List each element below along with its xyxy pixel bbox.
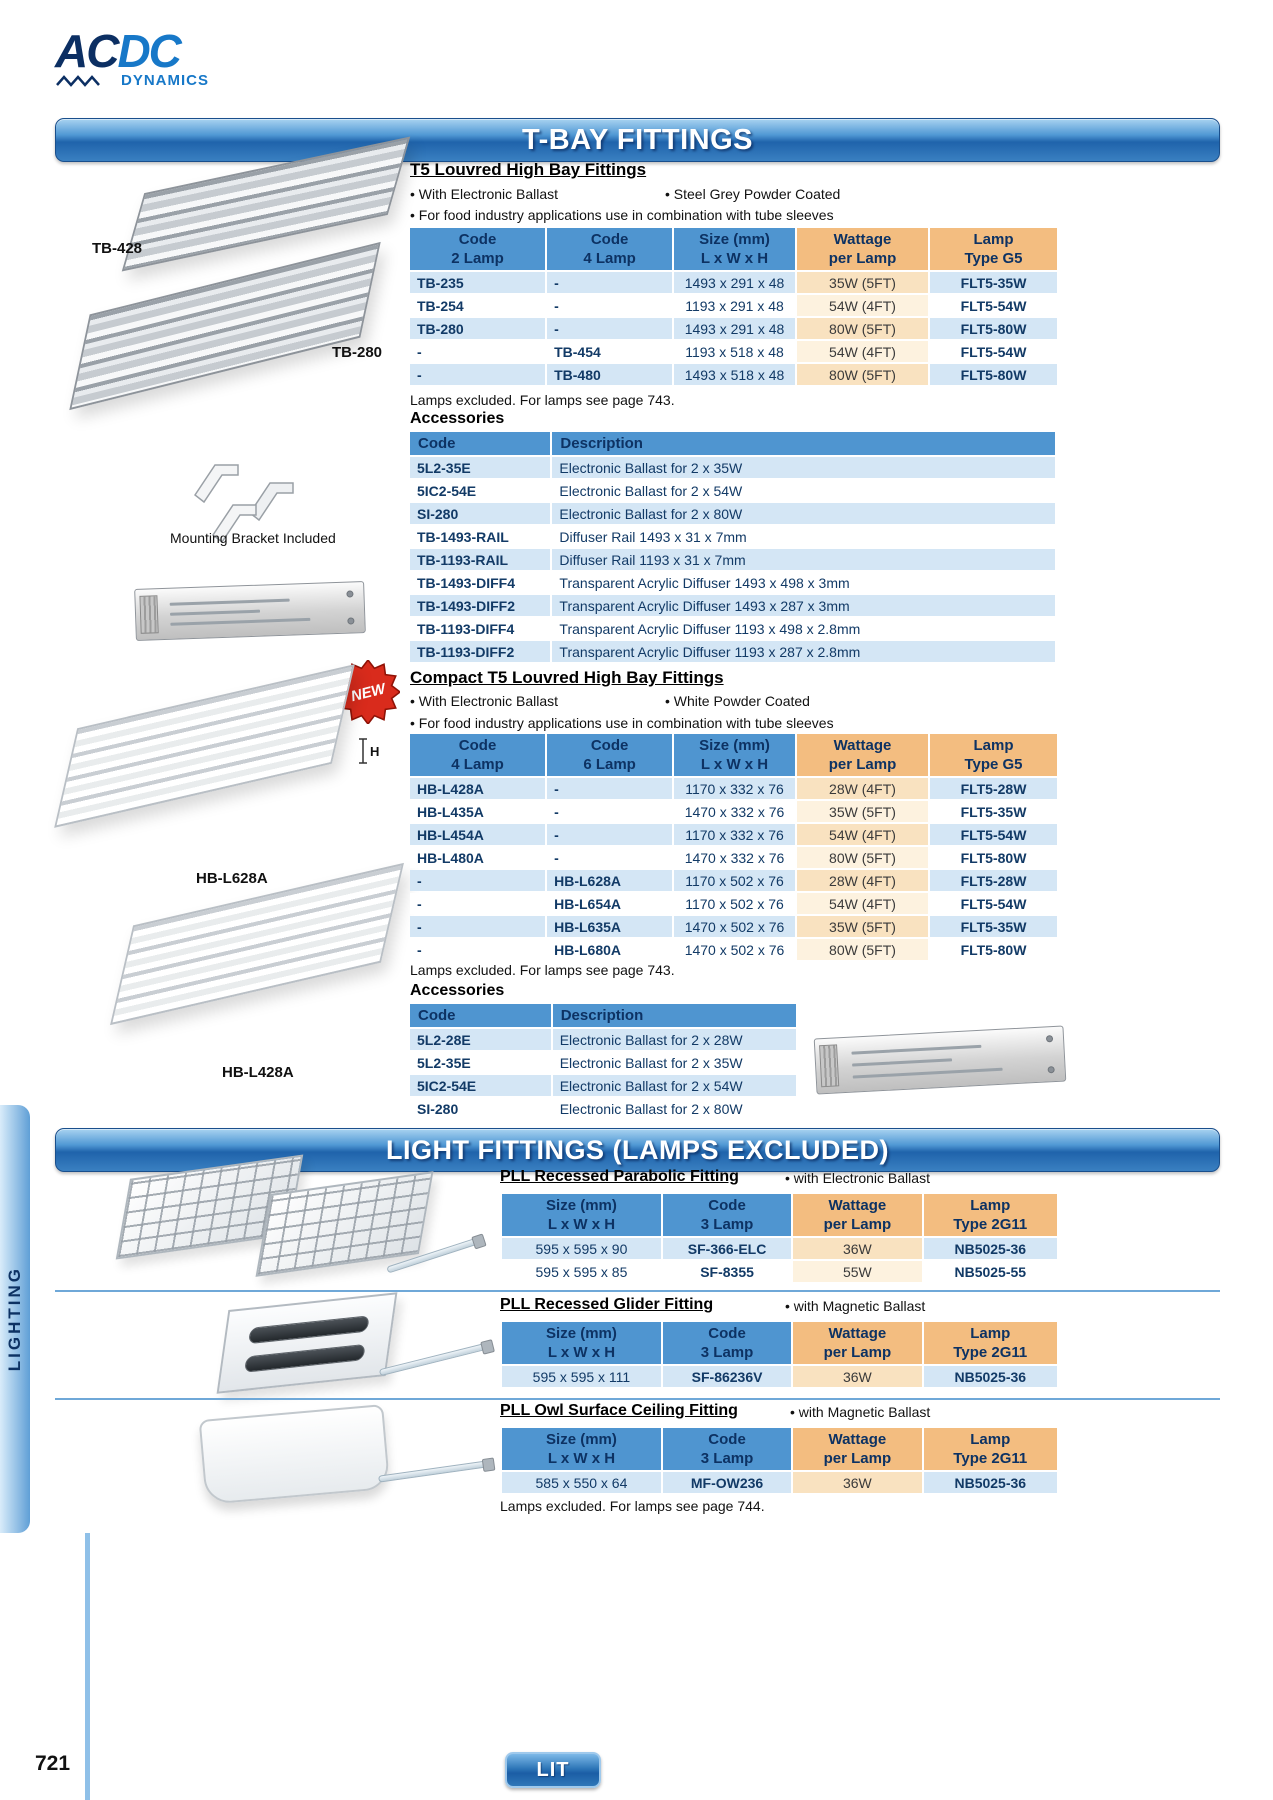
lighting-category-tab xyxy=(0,1105,30,1533)
section1-bullet-3: • For food industry applications use in combination with tube sleeves xyxy=(410,207,834,223)
table-cell: 5L2-35E xyxy=(410,457,550,478)
table-cell: NB5025-36 xyxy=(924,1238,1057,1259)
table-cell: 28W (4FT) xyxy=(797,870,928,891)
light-fittings-banner-title: LIGHT FITTINGS (LAMPS EXCLUDED) xyxy=(386,1134,889,1165)
table-cell: SF-8355 xyxy=(663,1261,791,1282)
table-cell: HB-L654A xyxy=(547,893,672,914)
table-cell: HB-L635A xyxy=(547,916,672,937)
logo-dynamics-text: DYNAMICS xyxy=(121,72,210,89)
col-header-description: Description xyxy=(552,432,1055,455)
table-cell: HB-L454A xyxy=(410,824,545,845)
table-cell: Electronic Ballast for 2 x 54W xyxy=(553,1075,796,1096)
table-row xyxy=(502,1238,1057,1259)
section-divider xyxy=(55,1398,1220,1400)
table-cell: 28W (4FT) xyxy=(797,778,928,799)
table-row xyxy=(410,526,1055,547)
col-header-lamp-type: Lamp Type 2G11 xyxy=(924,1194,1057,1236)
section1-bullet-2: • Steel Grey Powder Coated xyxy=(665,186,841,202)
table-cell: 1193 x 291 x 48 xyxy=(674,295,795,316)
col-header-lamp-type: Lamp Type G5 xyxy=(930,228,1057,270)
col-header-wattage: Wattage per Lamp xyxy=(793,1194,921,1236)
pll-lamp-base xyxy=(482,1457,496,1472)
table-cell: 1193 x 518 x 48 xyxy=(674,341,795,362)
logo-ac-text: AC xyxy=(55,25,118,77)
section1-accessories-title: Accessories xyxy=(410,410,505,427)
table-cell: TB-235 xyxy=(410,272,545,293)
table-cell: - xyxy=(410,939,545,960)
col-header-lamp-type: Lamp Type G5 xyxy=(930,734,1057,776)
table-cell: Transparent Acrylic Diffuser 1193 x 498 x 2.8mm xyxy=(552,618,1055,639)
col-header-size: Size (mm) L x W x H xyxy=(674,734,795,776)
table-cell: HB-L428A xyxy=(410,778,545,799)
table-cell: FLT5-35W xyxy=(930,272,1057,293)
tb428-label: TB-428 xyxy=(92,240,143,257)
pll1-bullet: • with Electronic Ballast xyxy=(785,1170,930,1186)
ballast-image-2 xyxy=(814,1025,1067,1094)
table-cell: TB-1193-DIFF2 xyxy=(410,641,550,662)
table-cell: 80W (5FT) xyxy=(797,847,928,868)
table-row xyxy=(410,939,1057,960)
table-cell: NB5025-36 xyxy=(924,1472,1057,1493)
logo-dc-text: DC xyxy=(117,25,180,77)
table-cell: 1470 x 332 x 76 xyxy=(674,847,795,868)
table-cell: FLT5-80W xyxy=(930,318,1057,339)
section2-bullet-1: • With Electronic Ballast xyxy=(410,693,559,709)
table-cell: TB-254 xyxy=(410,295,545,316)
table-row xyxy=(410,893,1057,914)
table-row xyxy=(502,1366,1057,1387)
table-header-row xyxy=(502,1322,1057,1364)
table-row xyxy=(502,1261,1057,1282)
logo-zigzag-icon xyxy=(55,74,115,88)
table-cell: FLT5-35W xyxy=(930,916,1057,937)
hbl428a-label: HB-L428A xyxy=(222,1064,294,1081)
table-cell: 1470 x 332 x 76 xyxy=(674,801,795,822)
table-cell: TB-280 xyxy=(410,318,545,339)
tb280-label: TB-280 xyxy=(332,344,383,361)
table-cell: 585 x 550 x 64 xyxy=(502,1472,661,1493)
table-cell: FLT5-80W xyxy=(930,364,1057,385)
table-cell: Diffuser Rail 1493 x 31 x 7mm xyxy=(552,526,1055,547)
section1-bullet-1: • With Electronic Ballast xyxy=(410,186,559,202)
table-cell: 55W xyxy=(793,1261,921,1282)
table-cell: Electronic Ballast for 2 x 35W xyxy=(553,1052,796,1073)
table-cell: FLT5-35W xyxy=(930,801,1057,822)
table-cell: MF-OW236 xyxy=(663,1472,791,1493)
table-cell: 54W (4FT) xyxy=(797,893,928,914)
table-cell: 5L2-28E xyxy=(410,1029,551,1050)
bracket-caption: Mounting Bracket Included xyxy=(170,530,336,546)
table-row xyxy=(410,272,1057,293)
table-cell: 36W xyxy=(793,1472,921,1493)
ballast-hole xyxy=(1046,1035,1053,1042)
acdc-logo xyxy=(55,24,255,89)
table-cell: Diffuser Rail 1193 x 31 x 7mm xyxy=(552,549,1055,570)
table-cell: Transparent Acrylic Diffuser 1493 x 287 x 3mm xyxy=(552,595,1055,616)
col-header-wattage: Wattage per Lamp xyxy=(793,1428,921,1470)
table-row xyxy=(410,870,1057,891)
table-row xyxy=(410,801,1057,822)
table-cell: 5IC2-54E xyxy=(410,1075,551,1096)
pll2-bullet: • with Magnetic Ballast xyxy=(785,1298,926,1314)
table-cell: 35W (5FT) xyxy=(797,272,928,293)
hbl628a-product-image xyxy=(54,664,355,828)
table-row xyxy=(502,1472,1057,1493)
table-row xyxy=(410,457,1055,478)
pll3-bullet: • with Magnetic Ballast xyxy=(790,1404,931,1420)
table-cell: Transparent Acrylic Diffuser 1493 x 498 x 3mm xyxy=(552,572,1055,593)
table-cell: SI-280 xyxy=(410,1098,551,1119)
table-row xyxy=(410,364,1057,385)
table-header-row xyxy=(410,1004,796,1027)
table-cell: - xyxy=(410,341,545,362)
table-row xyxy=(410,916,1057,937)
table-cell: 80W (5FT) xyxy=(797,318,928,339)
ballast-print-line xyxy=(851,1045,981,1055)
section2-title: Compact T5 Louvred High Bay Fittings xyxy=(410,668,724,687)
table-cell: SI-280 xyxy=(410,503,550,524)
pll3-title: PLL Owl Surface Ceiling Fitting xyxy=(500,1402,738,1419)
col-header-size: Size (mm) L x W x H xyxy=(674,228,795,270)
table-cell: 595 x 595 x 90 xyxy=(502,1238,661,1259)
pll2-table xyxy=(500,1320,1059,1389)
table-header-row xyxy=(410,432,1055,455)
table-cell: HB-L435A xyxy=(410,801,545,822)
col-header-code: Code xyxy=(410,1004,551,1027)
table-cell: - xyxy=(547,824,672,845)
page-number: 721 xyxy=(35,1752,71,1775)
table-cell: 36W xyxy=(793,1238,921,1259)
table-cell: FLT5-54W xyxy=(930,824,1057,845)
table-cell: 1470 x 502 x 76 xyxy=(674,939,795,960)
table-cell: HB-L680A xyxy=(547,939,672,960)
table-cell: FLT5-54W xyxy=(930,893,1057,914)
table-row xyxy=(410,595,1055,616)
table-cell: 35W (5FT) xyxy=(797,916,928,937)
table-cell: TB-1493-DIFF2 xyxy=(410,595,550,616)
col-header-lamp-type: Lamp Type 2G11 xyxy=(924,1428,1057,1470)
table-row xyxy=(410,824,1057,845)
ballast-terminal xyxy=(819,1044,839,1087)
ballast-terminal xyxy=(139,595,158,634)
table-header-row xyxy=(410,734,1057,776)
table-cell: FLT5-54W xyxy=(930,295,1057,316)
table-header-row xyxy=(502,1428,1057,1470)
ballast-print-line xyxy=(170,599,290,606)
col-header-wattage: Wattage per Lamp xyxy=(793,1322,921,1364)
col-header-description: Description xyxy=(553,1004,796,1027)
table-cell: Electronic Ballast for 2 x 80W xyxy=(553,1098,796,1119)
tbay-banner-title: T-BAY FITTINGS xyxy=(522,123,753,156)
margin-rule xyxy=(85,1533,90,1800)
compact-accessories-table xyxy=(408,1002,798,1121)
ballast-print-line xyxy=(170,618,310,626)
col-header-code: Code xyxy=(410,432,550,455)
table-cell: - xyxy=(547,272,672,293)
table-cell: Electronic Ballast for 2 x 80W xyxy=(552,503,1055,524)
table-row xyxy=(410,1098,796,1119)
table-cell: 1493 x 291 x 48 xyxy=(674,318,795,339)
table-cell: 1170 x 332 x 76 xyxy=(674,824,795,845)
ballast-hole xyxy=(1047,1066,1054,1073)
col-header-code-3lamp: Code 3 Lamp xyxy=(663,1428,791,1470)
table-cell: 54W (4FT) xyxy=(797,295,928,316)
pll3-table xyxy=(500,1426,1059,1495)
pll-lamp-tube xyxy=(378,1460,488,1482)
table-cell: NB5025-55 xyxy=(924,1261,1057,1282)
hbl628a-label: HB-L628A xyxy=(196,870,268,887)
table-cell: 36W xyxy=(793,1366,921,1387)
table-cell: 1470 x 502 x 76 xyxy=(674,916,795,937)
new-badge-text: NEW xyxy=(349,680,388,706)
table-cell: SF-366-ELC xyxy=(663,1238,791,1259)
table-cell: NB5025-36 xyxy=(924,1366,1057,1387)
table-cell: Electronic Ballast for 2 x 35W xyxy=(552,457,1055,478)
section2-lamps-note: Lamps excluded. For lamps see page 743. xyxy=(410,962,675,978)
ballast-print-line xyxy=(170,610,260,616)
table-cell: TB-1193-RAIL xyxy=(410,549,550,570)
lit-section-tab xyxy=(505,1752,601,1788)
section2-bullet-3: • For food industry applications use in combination with tube sleeves xyxy=(410,715,834,731)
table-cell: 1170 x 502 x 76 xyxy=(674,870,795,891)
table-cell: - xyxy=(410,870,545,891)
table-cell: 1170 x 502 x 76 xyxy=(674,893,795,914)
pll-lamp-base xyxy=(480,1339,495,1355)
t5-accessories-table xyxy=(408,430,1057,664)
table-row xyxy=(410,1075,796,1096)
table-cell: - xyxy=(547,847,672,868)
table-cell: Electronic Ballast for 2 x 28W xyxy=(553,1029,796,1050)
table-row xyxy=(410,778,1057,799)
table-cell: FLT5-28W xyxy=(930,778,1057,799)
table-header-row xyxy=(502,1194,1057,1236)
height-dimension-marker xyxy=(358,736,384,766)
table-cell: 1493 x 291 x 48 xyxy=(674,272,795,293)
table-cell: - xyxy=(410,916,545,937)
table-cell: 595 x 595 x 111 xyxy=(502,1366,661,1387)
height-dimension-label: H xyxy=(370,744,380,759)
table-cell: Electronic Ballast for 2 x 54W xyxy=(552,480,1055,501)
pll3-lamps-note: Lamps excluded. For lamps see page 744. xyxy=(500,1498,765,1514)
col-header-code-3lamp: Code 3 Lamp xyxy=(663,1194,791,1236)
ballast-hole xyxy=(347,617,354,624)
glider-lamp-slot xyxy=(248,1315,369,1344)
col-header-size: Size (mm) L x W x H xyxy=(502,1322,661,1364)
ballast-image-1 xyxy=(134,581,366,641)
table-cell: TB-1493-RAIL xyxy=(410,526,550,547)
table-row xyxy=(410,1029,796,1050)
pll-lamp-tube xyxy=(379,1343,487,1376)
col-header-wattage: Wattage per Lamp xyxy=(797,734,928,776)
table-cell: FLT5-28W xyxy=(930,870,1057,891)
table-cell: SF-86236V xyxy=(663,1366,791,1387)
table-row xyxy=(410,1052,796,1073)
table-cell: 80W (5FT) xyxy=(797,364,928,385)
owl-fitting-image xyxy=(199,1404,391,1505)
table-cell: - xyxy=(410,893,545,914)
table-row xyxy=(410,503,1055,524)
pll-lamp-base xyxy=(471,1233,486,1249)
table-row xyxy=(410,318,1057,339)
table-cell: - xyxy=(547,318,672,339)
table-row xyxy=(410,549,1055,570)
table-cell: - xyxy=(410,364,545,385)
table-row xyxy=(410,618,1055,639)
section1-title: T5 Louvred High Bay Fittings xyxy=(410,160,647,179)
table-row xyxy=(410,641,1055,662)
tb280-product-image xyxy=(69,242,383,410)
tbay-banner xyxy=(55,118,1220,162)
col-header-code-4lamp: Code 4 Lamp xyxy=(547,228,672,270)
table-cell: FLT5-80W xyxy=(930,939,1057,960)
table-cell: TB-1193-DIFF4 xyxy=(410,618,550,639)
col-header-code-4lamp: Code 4 Lamp xyxy=(410,734,545,776)
table-cell: TB-1493-DIFF4 xyxy=(410,572,550,593)
table-cell: TB-480 xyxy=(547,364,672,385)
table-cell: - xyxy=(547,295,672,316)
pll1-title: PLL Recessed Parabolic Fitting xyxy=(500,1168,739,1185)
table-cell: - xyxy=(547,778,672,799)
col-header-size: Size (mm) L x W x H xyxy=(502,1194,661,1236)
table-cell: Transparent Acrylic Diffuser 1193 x 287 x 2.8mm xyxy=(552,641,1055,662)
table-cell: TB-454 xyxy=(547,341,672,362)
col-header-code-3lamp: Code 3 Lamp xyxy=(663,1322,791,1364)
table-row xyxy=(410,295,1057,316)
section-divider xyxy=(55,1290,1220,1292)
table-cell: 54W (4FT) xyxy=(797,341,928,362)
table-row xyxy=(410,341,1057,362)
table-row xyxy=(410,847,1057,868)
table-cell: 54W (4FT) xyxy=(797,824,928,845)
hbl428a-product-image xyxy=(110,863,404,1025)
table-cell: 1493 x 518 x 48 xyxy=(674,364,795,385)
glider-fitting-image xyxy=(217,1292,398,1393)
glider-lamp-slot xyxy=(244,1344,365,1373)
section1-lamps-note: Lamps excluded. For lamps see page 743. xyxy=(410,392,675,408)
table-header-row xyxy=(410,228,1057,270)
col-header-wattage: Wattage per Lamp xyxy=(797,228,928,270)
col-header-lamp-type: Lamp Type 2G11 xyxy=(924,1322,1057,1364)
col-header-code-2lamp: Code 2 Lamp xyxy=(410,228,545,270)
logo-wordmark xyxy=(55,24,255,78)
section2-bullet-2: • White Powder Coated xyxy=(665,693,810,709)
table-cell: 35W (5FT) xyxy=(797,801,928,822)
table-cell: FLT5-80W xyxy=(930,847,1057,868)
lighting-category-label: LIGHTING xyxy=(5,1266,24,1372)
col-header-size: Size (mm) L x W x H xyxy=(502,1428,661,1470)
table-cell: HB-L628A xyxy=(547,870,672,891)
table-cell: - xyxy=(547,801,672,822)
table-cell: HB-L480A xyxy=(410,847,545,868)
pll1-table xyxy=(500,1192,1059,1284)
table-row xyxy=(410,572,1055,593)
pll2-title: PLL Recessed Glider Fitting xyxy=(500,1296,714,1313)
table-cell: 80W (5FT) xyxy=(797,939,928,960)
section2-accessories-title: Accessories xyxy=(410,982,505,999)
ballast-hole xyxy=(346,590,353,597)
compact-t5-table xyxy=(408,732,1059,962)
table-cell: 5L2-35E xyxy=(410,1052,551,1073)
col-header-code-6lamp: Code 6 Lamp xyxy=(547,734,672,776)
table-row xyxy=(410,480,1055,501)
ballast-print-line xyxy=(852,1058,952,1066)
table-cell: 595 x 595 x 85 xyxy=(502,1261,661,1282)
table-cell: 1170 x 332 x 76 xyxy=(674,778,795,799)
table-cell: FLT5-54W xyxy=(930,341,1057,362)
lit-section-label: LIT xyxy=(536,1758,570,1781)
table-cell: 5IC2-54E xyxy=(410,480,550,501)
t5-highbay-table xyxy=(408,226,1059,387)
ballast-print-line xyxy=(853,1068,1003,1079)
